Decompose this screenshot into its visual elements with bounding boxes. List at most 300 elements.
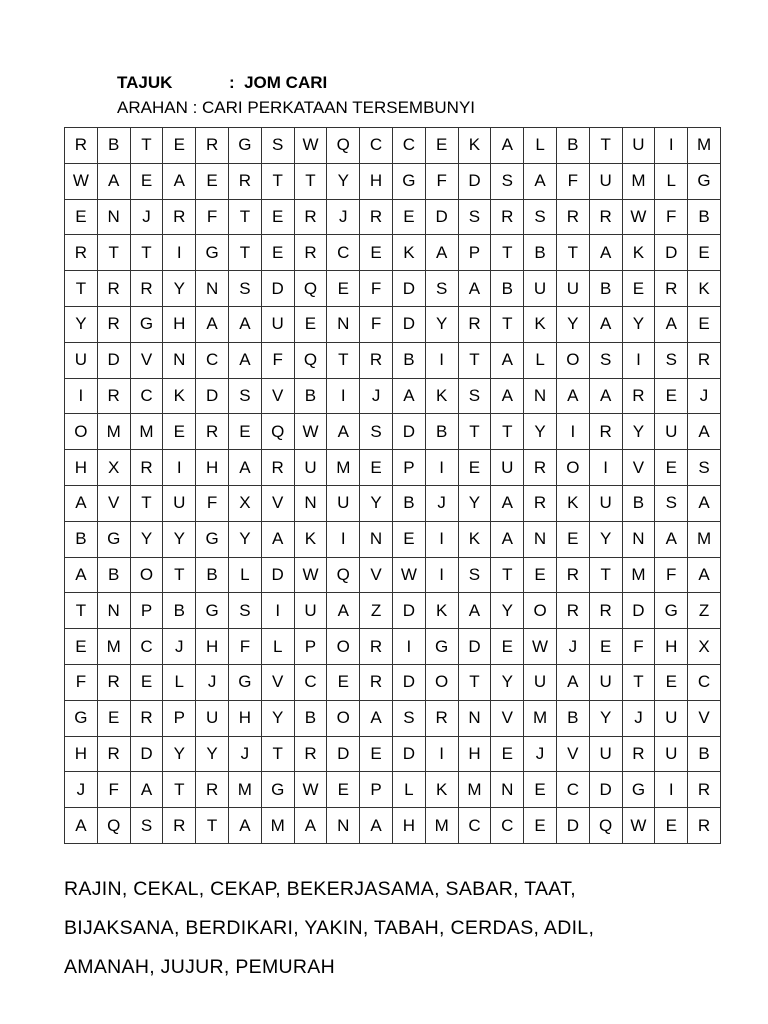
grid-cell[interactable]: B xyxy=(688,736,721,772)
grid-cell[interactable]: S xyxy=(228,378,261,414)
grid-cell[interactable]: J xyxy=(130,199,163,235)
grid-cell[interactable]: B xyxy=(589,271,622,307)
grid-cell[interactable]: T xyxy=(491,414,524,450)
grid-cell[interactable]: C xyxy=(196,342,229,378)
grid-cell[interactable]: I xyxy=(392,629,425,665)
grid-cell[interactable]: C xyxy=(491,808,524,844)
grid-cell[interactable]: U xyxy=(294,450,327,486)
grid-cell[interactable]: B xyxy=(622,485,655,521)
grid-cell[interactable]: R xyxy=(294,199,327,235)
grid-cell[interactable]: T xyxy=(491,235,524,271)
grid-cell[interactable]: D xyxy=(655,235,688,271)
grid-cell[interactable]: J xyxy=(556,629,589,665)
grid-cell[interactable]: P xyxy=(392,450,425,486)
grid-cell[interactable]: Y xyxy=(163,271,196,307)
grid-cell[interactable]: E xyxy=(458,450,491,486)
grid-cell[interactable]: M xyxy=(524,700,557,736)
grid-cell[interactable]: E xyxy=(163,128,196,164)
grid-cell[interactable]: E xyxy=(327,271,360,307)
grid-cell[interactable]: K xyxy=(392,235,425,271)
grid-cell[interactable]: N xyxy=(196,271,229,307)
grid-cell[interactable]: H xyxy=(65,736,98,772)
grid-cell[interactable]: U xyxy=(655,700,688,736)
grid-cell[interactable]: E xyxy=(392,521,425,557)
grid-cell[interactable]: E xyxy=(327,772,360,808)
grid-cell[interactable]: Y xyxy=(163,736,196,772)
grid-cell[interactable]: F xyxy=(196,485,229,521)
grid-cell[interactable]: Q xyxy=(294,271,327,307)
grid-cell[interactable]: A xyxy=(556,664,589,700)
grid-cell[interactable]: E xyxy=(228,414,261,450)
grid-cell[interactable]: A xyxy=(688,414,721,450)
grid-cell[interactable]: R xyxy=(130,450,163,486)
grid-cell[interactable]: Y xyxy=(261,700,294,736)
grid-cell[interactable]: D xyxy=(392,414,425,450)
grid-cell[interactable]: U xyxy=(524,271,557,307)
grid-cell[interactable]: N xyxy=(524,378,557,414)
grid-cell[interactable]: G xyxy=(392,163,425,199)
grid-cell[interactable]: U xyxy=(163,485,196,521)
grid-cell[interactable]: T xyxy=(130,128,163,164)
grid-cell[interactable]: R xyxy=(294,235,327,271)
grid-cell[interactable]: T xyxy=(589,557,622,593)
grid-cell[interactable]: E xyxy=(524,772,557,808)
grid-cell[interactable]: J xyxy=(360,378,393,414)
grid-cell[interactable]: R xyxy=(97,271,130,307)
grid-cell[interactable]: H xyxy=(458,736,491,772)
grid-cell[interactable]: A xyxy=(97,163,130,199)
grid-cell[interactable]: B xyxy=(688,199,721,235)
grid-cell[interactable]: Y xyxy=(622,414,655,450)
grid-cell[interactable]: H xyxy=(360,163,393,199)
grid-cell[interactable]: G xyxy=(228,664,261,700)
grid-cell[interactable]: S xyxy=(524,199,557,235)
grid-cell[interactable]: R xyxy=(196,128,229,164)
grid-cell[interactable]: M xyxy=(97,414,130,450)
grid-cell[interactable]: A xyxy=(458,593,491,629)
grid-cell[interactable]: D xyxy=(261,271,294,307)
grid-cell[interactable]: F xyxy=(228,629,261,665)
grid-cell[interactable]: S xyxy=(425,271,458,307)
grid-cell[interactable]: S xyxy=(655,485,688,521)
grid-cell[interactable]: E xyxy=(261,199,294,235)
grid-cell[interactable]: R xyxy=(622,378,655,414)
grid-cell[interactable]: G xyxy=(425,629,458,665)
grid-cell[interactable]: R xyxy=(589,199,622,235)
grid-cell[interactable]: F xyxy=(655,199,688,235)
grid-cell[interactable]: L xyxy=(655,163,688,199)
grid-cell[interactable]: R xyxy=(688,772,721,808)
grid-cell[interactable]: J xyxy=(228,736,261,772)
grid-cell[interactable]: R xyxy=(622,736,655,772)
grid-cell[interactable]: I xyxy=(589,450,622,486)
grid-cell[interactable]: H xyxy=(65,450,98,486)
grid-cell[interactable]: I xyxy=(655,128,688,164)
grid-cell[interactable]: B xyxy=(392,485,425,521)
grid-cell[interactable]: B xyxy=(97,557,130,593)
grid-cell[interactable]: R xyxy=(524,450,557,486)
grid-cell[interactable]: R xyxy=(97,306,130,342)
grid-cell[interactable]: O xyxy=(130,557,163,593)
grid-cell[interactable]: E xyxy=(196,163,229,199)
grid-cell[interactable]: F xyxy=(196,199,229,235)
grid-cell[interactable]: M xyxy=(425,808,458,844)
grid-cell[interactable]: E xyxy=(556,521,589,557)
grid-cell[interactable]: M xyxy=(130,414,163,450)
grid-cell[interactable]: R xyxy=(425,700,458,736)
grid-cell[interactable]: M xyxy=(688,521,721,557)
grid-cell[interactable]: D xyxy=(327,736,360,772)
grid-cell[interactable]: T xyxy=(491,557,524,593)
grid-cell[interactable]: T xyxy=(294,163,327,199)
grid-cell[interactable]: R xyxy=(688,342,721,378)
grid-cell[interactable]: R xyxy=(360,342,393,378)
grid-cell[interactable]: O xyxy=(327,629,360,665)
grid-cell[interactable]: E xyxy=(688,235,721,271)
grid-cell[interactable]: F xyxy=(425,163,458,199)
grid-cell[interactable]: D xyxy=(97,342,130,378)
grid-cell[interactable]: I xyxy=(261,593,294,629)
grid-cell[interactable]: S xyxy=(261,128,294,164)
grid-cell[interactable]: M xyxy=(228,772,261,808)
grid-cell[interactable]: J xyxy=(524,736,557,772)
grid-cell[interactable]: I xyxy=(425,521,458,557)
grid-cell[interactable]: E xyxy=(524,557,557,593)
grid-cell[interactable]: A xyxy=(65,485,98,521)
grid-cell[interactable]: D xyxy=(392,664,425,700)
grid-cell[interactable]: B xyxy=(556,128,589,164)
grid-cell[interactable]: R xyxy=(261,450,294,486)
grid-cell[interactable]: R xyxy=(556,557,589,593)
grid-cell[interactable]: C xyxy=(130,378,163,414)
grid-cell[interactable]: Z xyxy=(688,593,721,629)
grid-cell[interactable]: X xyxy=(97,450,130,486)
grid-cell[interactable]: E xyxy=(688,306,721,342)
grid-cell[interactable]: D xyxy=(425,199,458,235)
grid-cell[interactable]: Y xyxy=(491,664,524,700)
grid-cell[interactable]: E xyxy=(622,271,655,307)
grid-cell[interactable]: C xyxy=(458,808,491,844)
grid-cell[interactable]: A xyxy=(589,378,622,414)
grid-cell[interactable]: A xyxy=(65,808,98,844)
grid-cell[interactable]: B xyxy=(97,128,130,164)
grid-cell[interactable]: U xyxy=(491,450,524,486)
grid-cell[interactable]: D xyxy=(556,808,589,844)
grid-cell[interactable]: E xyxy=(65,629,98,665)
grid-cell[interactable]: K xyxy=(425,772,458,808)
grid-cell[interactable]: U xyxy=(524,664,557,700)
grid-cell[interactable]: Y xyxy=(524,414,557,450)
grid-cell[interactable]: A xyxy=(655,521,688,557)
grid-cell[interactable]: H xyxy=(228,700,261,736)
grid-cell[interactable]: U xyxy=(589,664,622,700)
grid-cell[interactable]: Y xyxy=(491,593,524,629)
grid-cell[interactable]: I xyxy=(425,557,458,593)
grid-cell[interactable]: C xyxy=(556,772,589,808)
grid-cell[interactable]: S xyxy=(228,271,261,307)
grid-cell[interactable]: Q xyxy=(261,414,294,450)
grid-cell[interactable]: O xyxy=(65,414,98,450)
grid-cell[interactable]: R xyxy=(556,593,589,629)
grid-cell[interactable]: C xyxy=(294,664,327,700)
grid-cell[interactable]: T xyxy=(130,235,163,271)
grid-cell[interactable]: I xyxy=(327,378,360,414)
grid-cell[interactable]: W xyxy=(294,128,327,164)
grid-cell[interactable]: R xyxy=(589,414,622,450)
grid-cell[interactable]: Y xyxy=(589,700,622,736)
grid-cell[interactable]: N xyxy=(163,342,196,378)
grid-cell[interactable]: E xyxy=(524,808,557,844)
grid-cell[interactable]: R xyxy=(360,199,393,235)
grid-cell[interactable]: H xyxy=(163,306,196,342)
grid-cell[interactable]: R xyxy=(491,199,524,235)
grid-cell[interactable]: W xyxy=(65,163,98,199)
grid-cell[interactable]: K xyxy=(425,378,458,414)
grid-cell[interactable]: E xyxy=(491,629,524,665)
grid-cell[interactable]: R xyxy=(589,593,622,629)
grid-cell[interactable]: Y xyxy=(163,521,196,557)
grid-cell[interactable]: B xyxy=(524,235,557,271)
grid-cell[interactable]: M xyxy=(622,163,655,199)
grid-cell[interactable]: U xyxy=(327,485,360,521)
grid-cell[interactable]: N xyxy=(327,306,360,342)
grid-cell[interactable]: M xyxy=(622,557,655,593)
grid-cell[interactable]: R xyxy=(360,629,393,665)
grid-cell[interactable]: Y xyxy=(458,485,491,521)
grid-cell[interactable]: G xyxy=(228,128,261,164)
grid-cell[interactable]: M xyxy=(458,772,491,808)
grid-cell[interactable]: Q xyxy=(97,808,130,844)
grid-cell[interactable]: U xyxy=(65,342,98,378)
grid-cell[interactable]: Z xyxy=(360,593,393,629)
grid-cell[interactable]: E xyxy=(261,235,294,271)
grid-cell[interactable]: D xyxy=(458,629,491,665)
grid-cell[interactable]: T xyxy=(163,557,196,593)
grid-cell[interactable]: J xyxy=(622,700,655,736)
grid-cell[interactable]: R xyxy=(196,772,229,808)
grid-cell[interactable]: F xyxy=(97,772,130,808)
grid-cell[interactable]: K xyxy=(458,521,491,557)
grid-cell[interactable]: A xyxy=(491,521,524,557)
grid-cell[interactable]: O xyxy=(425,664,458,700)
grid-cell[interactable]: V xyxy=(491,700,524,736)
grid-cell[interactable]: S xyxy=(458,378,491,414)
grid-cell[interactable]: R xyxy=(294,736,327,772)
grid-cell[interactable]: M xyxy=(97,629,130,665)
grid-cell[interactable]: K xyxy=(622,235,655,271)
grid-cell[interactable]: I xyxy=(622,342,655,378)
grid-cell[interactable]: L xyxy=(261,629,294,665)
grid-cell[interactable]: E xyxy=(655,664,688,700)
grid-cell[interactable]: K xyxy=(524,306,557,342)
grid-cell[interactable]: A xyxy=(130,772,163,808)
grid-cell[interactable]: D xyxy=(130,736,163,772)
grid-cell[interactable]: N xyxy=(458,700,491,736)
grid-cell[interactable]: I xyxy=(556,414,589,450)
grid-cell[interactable]: D xyxy=(392,736,425,772)
grid-cell[interactable]: A xyxy=(688,557,721,593)
grid-cell[interactable]: S xyxy=(491,163,524,199)
grid-cell[interactable]: I xyxy=(425,450,458,486)
grid-cell[interactable]: B xyxy=(294,700,327,736)
grid-cell[interactable]: P xyxy=(294,629,327,665)
grid-cell[interactable]: R xyxy=(97,736,130,772)
grid-cell[interactable]: R xyxy=(65,128,98,164)
grid-cell[interactable]: S xyxy=(130,808,163,844)
grid-cell[interactable]: Y xyxy=(589,521,622,557)
grid-cell[interactable]: R xyxy=(360,664,393,700)
grid-cell[interactable]: W xyxy=(294,557,327,593)
grid-cell[interactable]: B xyxy=(163,593,196,629)
grid-cell[interactable]: Y xyxy=(130,521,163,557)
grid-cell[interactable]: G xyxy=(196,521,229,557)
grid-cell[interactable]: T xyxy=(65,593,98,629)
grid-cell[interactable]: H xyxy=(392,808,425,844)
grid-cell[interactable]: Q xyxy=(327,128,360,164)
grid-cell[interactable]: R xyxy=(228,163,261,199)
grid-cell[interactable]: R xyxy=(196,414,229,450)
grid-cell[interactable]: W xyxy=(294,772,327,808)
grid-cell[interactable]: E xyxy=(589,629,622,665)
grid-cell[interactable]: W xyxy=(622,808,655,844)
grid-cell[interactable]: S xyxy=(458,199,491,235)
grid-cell[interactable]: U xyxy=(589,485,622,521)
grid-cell[interactable]: V xyxy=(360,557,393,593)
grid-cell[interactable]: T xyxy=(458,664,491,700)
grid-cell[interactable]: U xyxy=(589,163,622,199)
grid-cell[interactable]: U xyxy=(655,414,688,450)
grid-cell[interactable]: A xyxy=(360,808,393,844)
grid-cell[interactable]: A xyxy=(392,378,425,414)
grid-cell[interactable]: E xyxy=(425,128,458,164)
grid-cell[interactable]: L xyxy=(524,342,557,378)
grid-cell[interactable]: D xyxy=(392,593,425,629)
grid-cell[interactable]: F xyxy=(360,306,393,342)
grid-cell[interactable]: Q xyxy=(294,342,327,378)
grid-cell[interactable]: N xyxy=(622,521,655,557)
grid-cell[interactable]: X xyxy=(688,629,721,665)
grid-cell[interactable]: V xyxy=(261,378,294,414)
grid-cell[interactable]: M xyxy=(327,450,360,486)
grid-cell[interactable]: E xyxy=(360,736,393,772)
grid-cell[interactable]: F xyxy=(556,163,589,199)
grid-cell[interactable]: I xyxy=(655,772,688,808)
grid-cell[interactable]: S xyxy=(589,342,622,378)
grid-cell[interactable]: E xyxy=(97,700,130,736)
grid-cell[interactable]: R xyxy=(163,808,196,844)
grid-cell[interactable]: A xyxy=(65,557,98,593)
grid-cell[interactable]: E xyxy=(655,808,688,844)
grid-cell[interactable]: B xyxy=(392,342,425,378)
grid-cell[interactable]: A xyxy=(261,521,294,557)
grid-cell[interactable]: A xyxy=(491,378,524,414)
grid-cell[interactable]: R xyxy=(65,235,98,271)
grid-cell[interactable]: A xyxy=(589,306,622,342)
grid-cell[interactable]: S xyxy=(392,700,425,736)
grid-cell[interactable]: E xyxy=(655,378,688,414)
grid-cell[interactable]: S xyxy=(688,450,721,486)
grid-cell[interactable]: J xyxy=(65,772,98,808)
grid-cell[interactable]: T xyxy=(196,808,229,844)
grid-cell[interactable]: R xyxy=(130,700,163,736)
grid-cell[interactable]: X xyxy=(228,485,261,521)
grid-cell[interactable]: N xyxy=(294,485,327,521)
grid-cell[interactable]: T xyxy=(589,128,622,164)
grid-cell[interactable]: B xyxy=(294,378,327,414)
grid-cell[interactable]: S xyxy=(360,414,393,450)
grid-cell[interactable]: N xyxy=(491,772,524,808)
grid-cell[interactable]: A xyxy=(556,378,589,414)
grid-cell[interactable]: P xyxy=(360,772,393,808)
grid-cell[interactable]: J xyxy=(163,629,196,665)
grid-cell[interactable]: N xyxy=(97,593,130,629)
grid-cell[interactable]: A xyxy=(228,306,261,342)
grid-cell[interactable]: R xyxy=(97,378,130,414)
grid-cell[interactable]: R xyxy=(130,271,163,307)
grid-cell[interactable]: I xyxy=(163,450,196,486)
grid-cell[interactable]: N xyxy=(327,808,360,844)
grid-cell[interactable]: G xyxy=(196,235,229,271)
grid-cell[interactable]: O xyxy=(556,342,589,378)
grid-cell[interactable]: R xyxy=(556,199,589,235)
grid-cell[interactable]: H xyxy=(196,450,229,486)
grid-cell[interactable]: J xyxy=(196,664,229,700)
grid-cell[interactable]: R xyxy=(97,664,130,700)
grid-cell[interactable]: G xyxy=(622,772,655,808)
grid-cell[interactable]: E xyxy=(294,306,327,342)
grid-cell[interactable]: K xyxy=(294,521,327,557)
grid-cell[interactable]: J xyxy=(425,485,458,521)
grid-cell[interactable]: I xyxy=(425,342,458,378)
grid-cell[interactable]: V xyxy=(688,700,721,736)
grid-cell[interactable]: R xyxy=(458,306,491,342)
grid-cell[interactable]: L xyxy=(228,557,261,593)
grid-cell[interactable]: U xyxy=(261,306,294,342)
grid-cell[interactable]: D xyxy=(392,306,425,342)
grid-cell[interactable]: A xyxy=(655,306,688,342)
grid-cell[interactable]: K xyxy=(163,378,196,414)
grid-cell[interactable]: A xyxy=(491,128,524,164)
grid-cell[interactable]: L xyxy=(163,664,196,700)
grid-cell[interactable]: E xyxy=(360,235,393,271)
grid-cell[interactable]: O xyxy=(327,700,360,736)
grid-cell[interactable]: O xyxy=(524,593,557,629)
grid-cell[interactable]: A xyxy=(327,414,360,450)
grid-cell[interactable]: S xyxy=(458,557,491,593)
grid-cell[interactable]: Q xyxy=(327,557,360,593)
grid-cell[interactable]: E xyxy=(392,199,425,235)
grid-cell[interactable]: K xyxy=(458,128,491,164)
grid-cell[interactable]: K xyxy=(425,593,458,629)
grid-cell[interactable]: P xyxy=(163,700,196,736)
grid-cell[interactable]: A xyxy=(491,485,524,521)
grid-cell[interactable]: F xyxy=(655,557,688,593)
grid-cell[interactable]: T xyxy=(261,736,294,772)
grid-cell[interactable]: V xyxy=(261,485,294,521)
grid-cell[interactable]: A xyxy=(196,306,229,342)
grid-cell[interactable]: Y xyxy=(196,736,229,772)
grid-cell[interactable]: C xyxy=(392,128,425,164)
grid-cell[interactable]: T xyxy=(228,199,261,235)
grid-cell[interactable]: A xyxy=(491,342,524,378)
grid-cell[interactable]: B xyxy=(491,271,524,307)
grid-cell[interactable]: T xyxy=(327,342,360,378)
grid-cell[interactable]: K xyxy=(688,271,721,307)
grid-cell[interactable]: R xyxy=(524,485,557,521)
grid-cell[interactable]: A xyxy=(458,271,491,307)
grid-cell[interactable]: E xyxy=(130,664,163,700)
grid-cell[interactable]: E xyxy=(491,736,524,772)
